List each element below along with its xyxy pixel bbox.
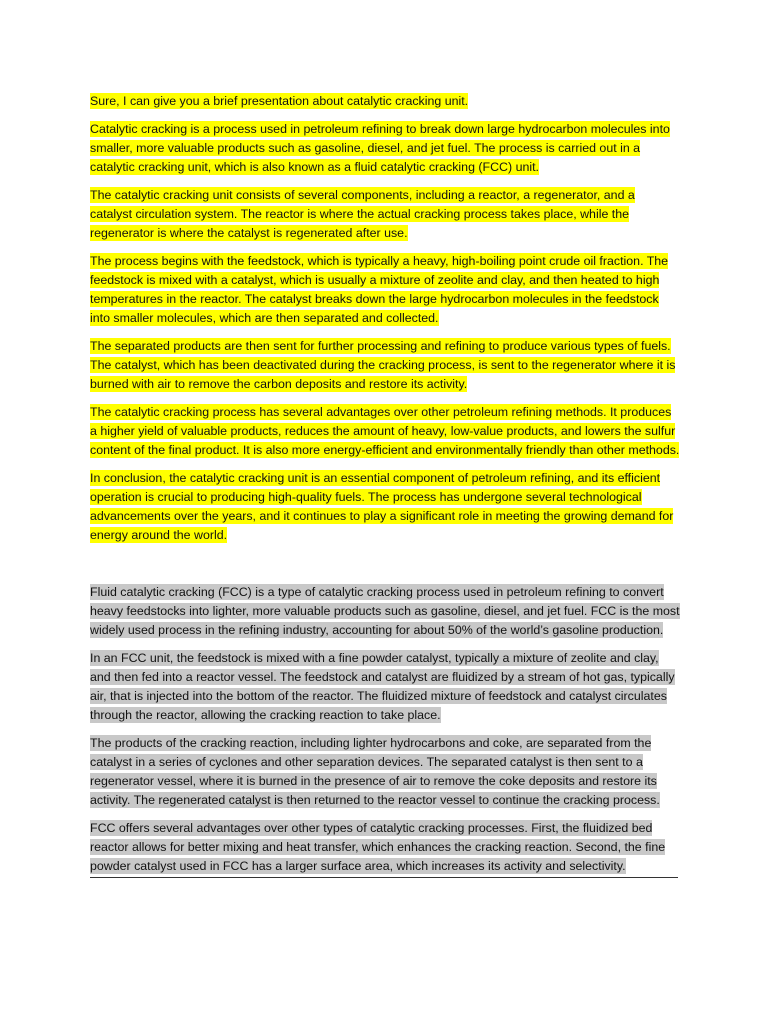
paragraph [90, 337, 680, 394]
paragraph-text: The catalytic cracking process has several advantages over other petroleum refining methods. It produces a higher yield of valuable products, reduces the amount of heavy, low-value products, and lowers the sulfur content of the final product. It is also more energy-efficient and environmentally friendly than other methods. [90, 405, 680, 457]
paragraph-text: In conclusion, the catalytic cracking unit is an essential component of petroleum refining, and its efficient operation is crucial to producing high-quality fuels. The process has undergone several technological advancements over the years, and it continues to play a significant role in meeting the growing demand for energy around the world. [90, 471, 674, 542]
paragraph-text: Catalytic cracking is a process used in petroleum refining to break down large hydrocarbon molecules into smaller, more valuable products such as gasoline, diesel, and jet fuel. The process is carried out in a catalytic cracking unit, which is also known as a fluid catalytic cracking (FCC) unit. [90, 122, 670, 174]
paragraph [90, 92, 680, 111]
paragraph [90, 186, 680, 243]
paragraph-text: Fluid catalytic cracking (FCC) is a type of catalytic cracking process used in petroleum refining to convert heavy feedstocks into lighter, more valuable products such as gasoline, diesel, and jet fuel. FCC is the most widely used process in the refining industry, accounting for about 50% of the world’s gasoline production. [90, 585, 680, 637]
paragraph [90, 469, 680, 545]
paragraph-text: In an FCC unit, the feedstock is mixed with a fine powder catalyst, typically a mixture of zeolite and clay, and then fed into a reactor vessel. The feedstock and catalyst are fluidized by a stream of hot gas, typically air, that is injected into the bottom of the reactor. The fluidized mixture of feedstock and catalyst circulates through the reactor, allowing the cracking reaction to take place. [90, 651, 675, 722]
section-gap [90, 554, 680, 583]
paragraph-text: The separated products are then sent for further processing and refining to produce various types of fuels. The catalyst, which has been deactivated during the cracking process, is sent to the regenerator where it is burned with air to remove the carbon deposits and restore its activity. [90, 339, 676, 391]
paragraph [90, 583, 680, 640]
document-page [90, 92, 680, 878]
paragraph [90, 252, 680, 328]
paragraph [90, 734, 680, 810]
horizontal-rule [90, 877, 678, 878]
paragraph [90, 403, 680, 460]
paragraph [90, 120, 680, 177]
paragraph-text: The products of the cracking reaction, including lighter hydrocarbons and coke, are separated from the catalyst in a series of cyclones and other separation devices. The separated catalyst is then sent to a regenerator vessel, where it is burned in the presence of air to remove the coke deposits and restore its activity. The regenerated catalyst is then returned to the reactor vessel to continue the cracking process. [90, 736, 660, 807]
paragraph-text: FCC offers several advantages over other types of catalytic cracking processes. First, the fluidized bed reactor allows for better mixing and heat transfer, which enhances the cracking reaction. Second, the fine powder catalyst used in FCC has a larger surface area, which increases its activity and selectivity. [90, 821, 666, 873]
paragraph [90, 649, 680, 725]
paragraph-text: The process begins with the feedstock, which is typically a heavy, high-boiling point crude oil fraction. The feedstock is mixed with a catalyst, which is usually a mixture of zeolite and clay, and then heated to high temperatures in the reactor. The catalyst breaks down the large hydrocarbon molecules in the feedstock into smaller molecules, which are then separated and collected. [90, 254, 669, 325]
paragraph-text: Sure, I can give you a brief presentation about catalytic cracking unit. [90, 94, 469, 108]
paragraph-text: The catalytic cracking unit consists of several components, including a reactor, a regenerator, and a catalyst circulation system. The reactor is where the actual cracking process takes place, while the regenerator is where the catalyst is regenerated after use. [90, 188, 635, 240]
paragraph [90, 819, 680, 876]
